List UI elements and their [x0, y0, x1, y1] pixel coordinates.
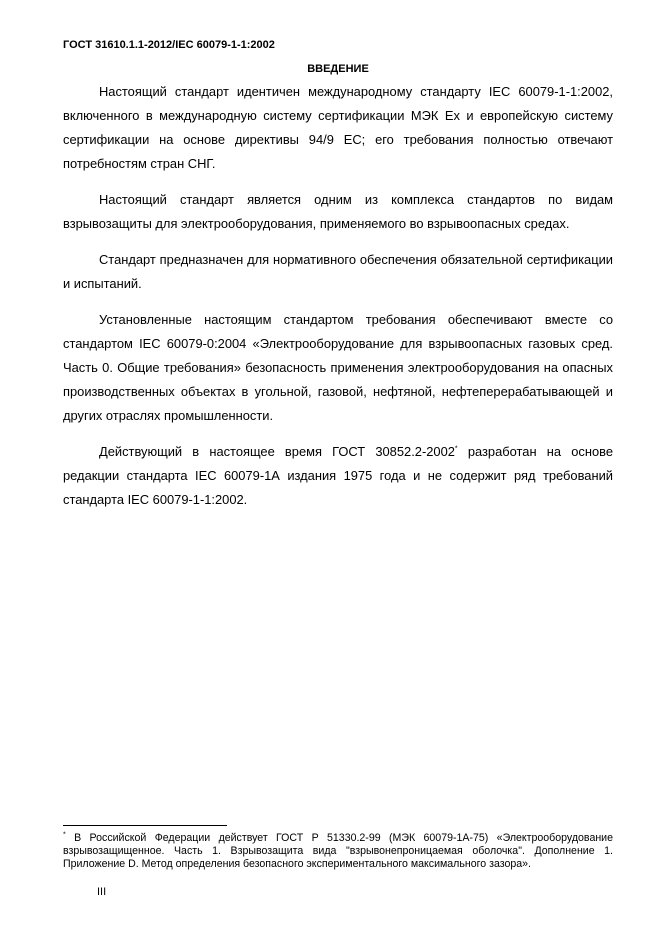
footnote-text: В Российской Федерации действует ГОСТ Р 51330.2-99 (МЭК 60079-1А-75) «Электрооборудование взрывозащищенное. Часть 1. Взрывозащита вида "взрывонепроницаемая оболочка". Дополнение 1. Приложение D. Метод определения безопасного экспериментального максимального зазора».	[63, 832, 613, 870]
paragraph-with-footnote-ref	[63, 440, 613, 512]
paragraph-text-start: Действующий в настоящее время ГОСТ 30852.2-2002	[99, 444, 455, 459]
paragraph: Стандарт предназначен для нормативного обеспечения обязательной сертификации и испытаний.	[63, 252, 613, 291]
section-title: ВВЕДЕНИЕ	[307, 63, 369, 75]
page-number: III	[97, 886, 107, 898]
paragraph: Установленные настоящим стандартом требования обеспечивают вместе со стандартом IEC 60079-0:2004 «Электрооборудование для взрывоопасных газовых сред. Часть 0. Общие требования» безопасность применения электрооборудования на опасных производственных объектах в угольной, газовой, нефтяной, нефтеперерабатывающей и других отраслях промышленности.	[63, 312, 613, 423]
footnote-reference-mark: *	[454, 445, 458, 453]
paragraph: Настоящий стандарт является одним из комплекса стандартов по видам взрывозащиты для электрооборудования, применяемого во взрывоопасных средах.	[63, 192, 613, 231]
document-header: ГОСТ 31610.1.1-2012/IEC 60079-1-1:2002	[63, 39, 275, 51]
body-text	[63, 80, 613, 524]
footnote-mark: *	[63, 831, 66, 839]
paragraph: Настоящий стандарт идентичен международному стандарту IEC 60079-1-1:2002, включенного в международную систему сертификации МЭК Ех и европейскую систему сертификации на основе директивы 94/9 ЕС; его требования полностью отвечают потребностям стран СНГ.	[63, 84, 613, 171]
footnote-separator	[63, 825, 227, 826]
footnote	[63, 832, 613, 871]
paragraph-text-end: разработан на основе редакции стандарта IEC 60079-1А издания 1975 года и не содержит ряд требований стандарта IEC 60079-1-1:2002.	[63, 444, 613, 507]
